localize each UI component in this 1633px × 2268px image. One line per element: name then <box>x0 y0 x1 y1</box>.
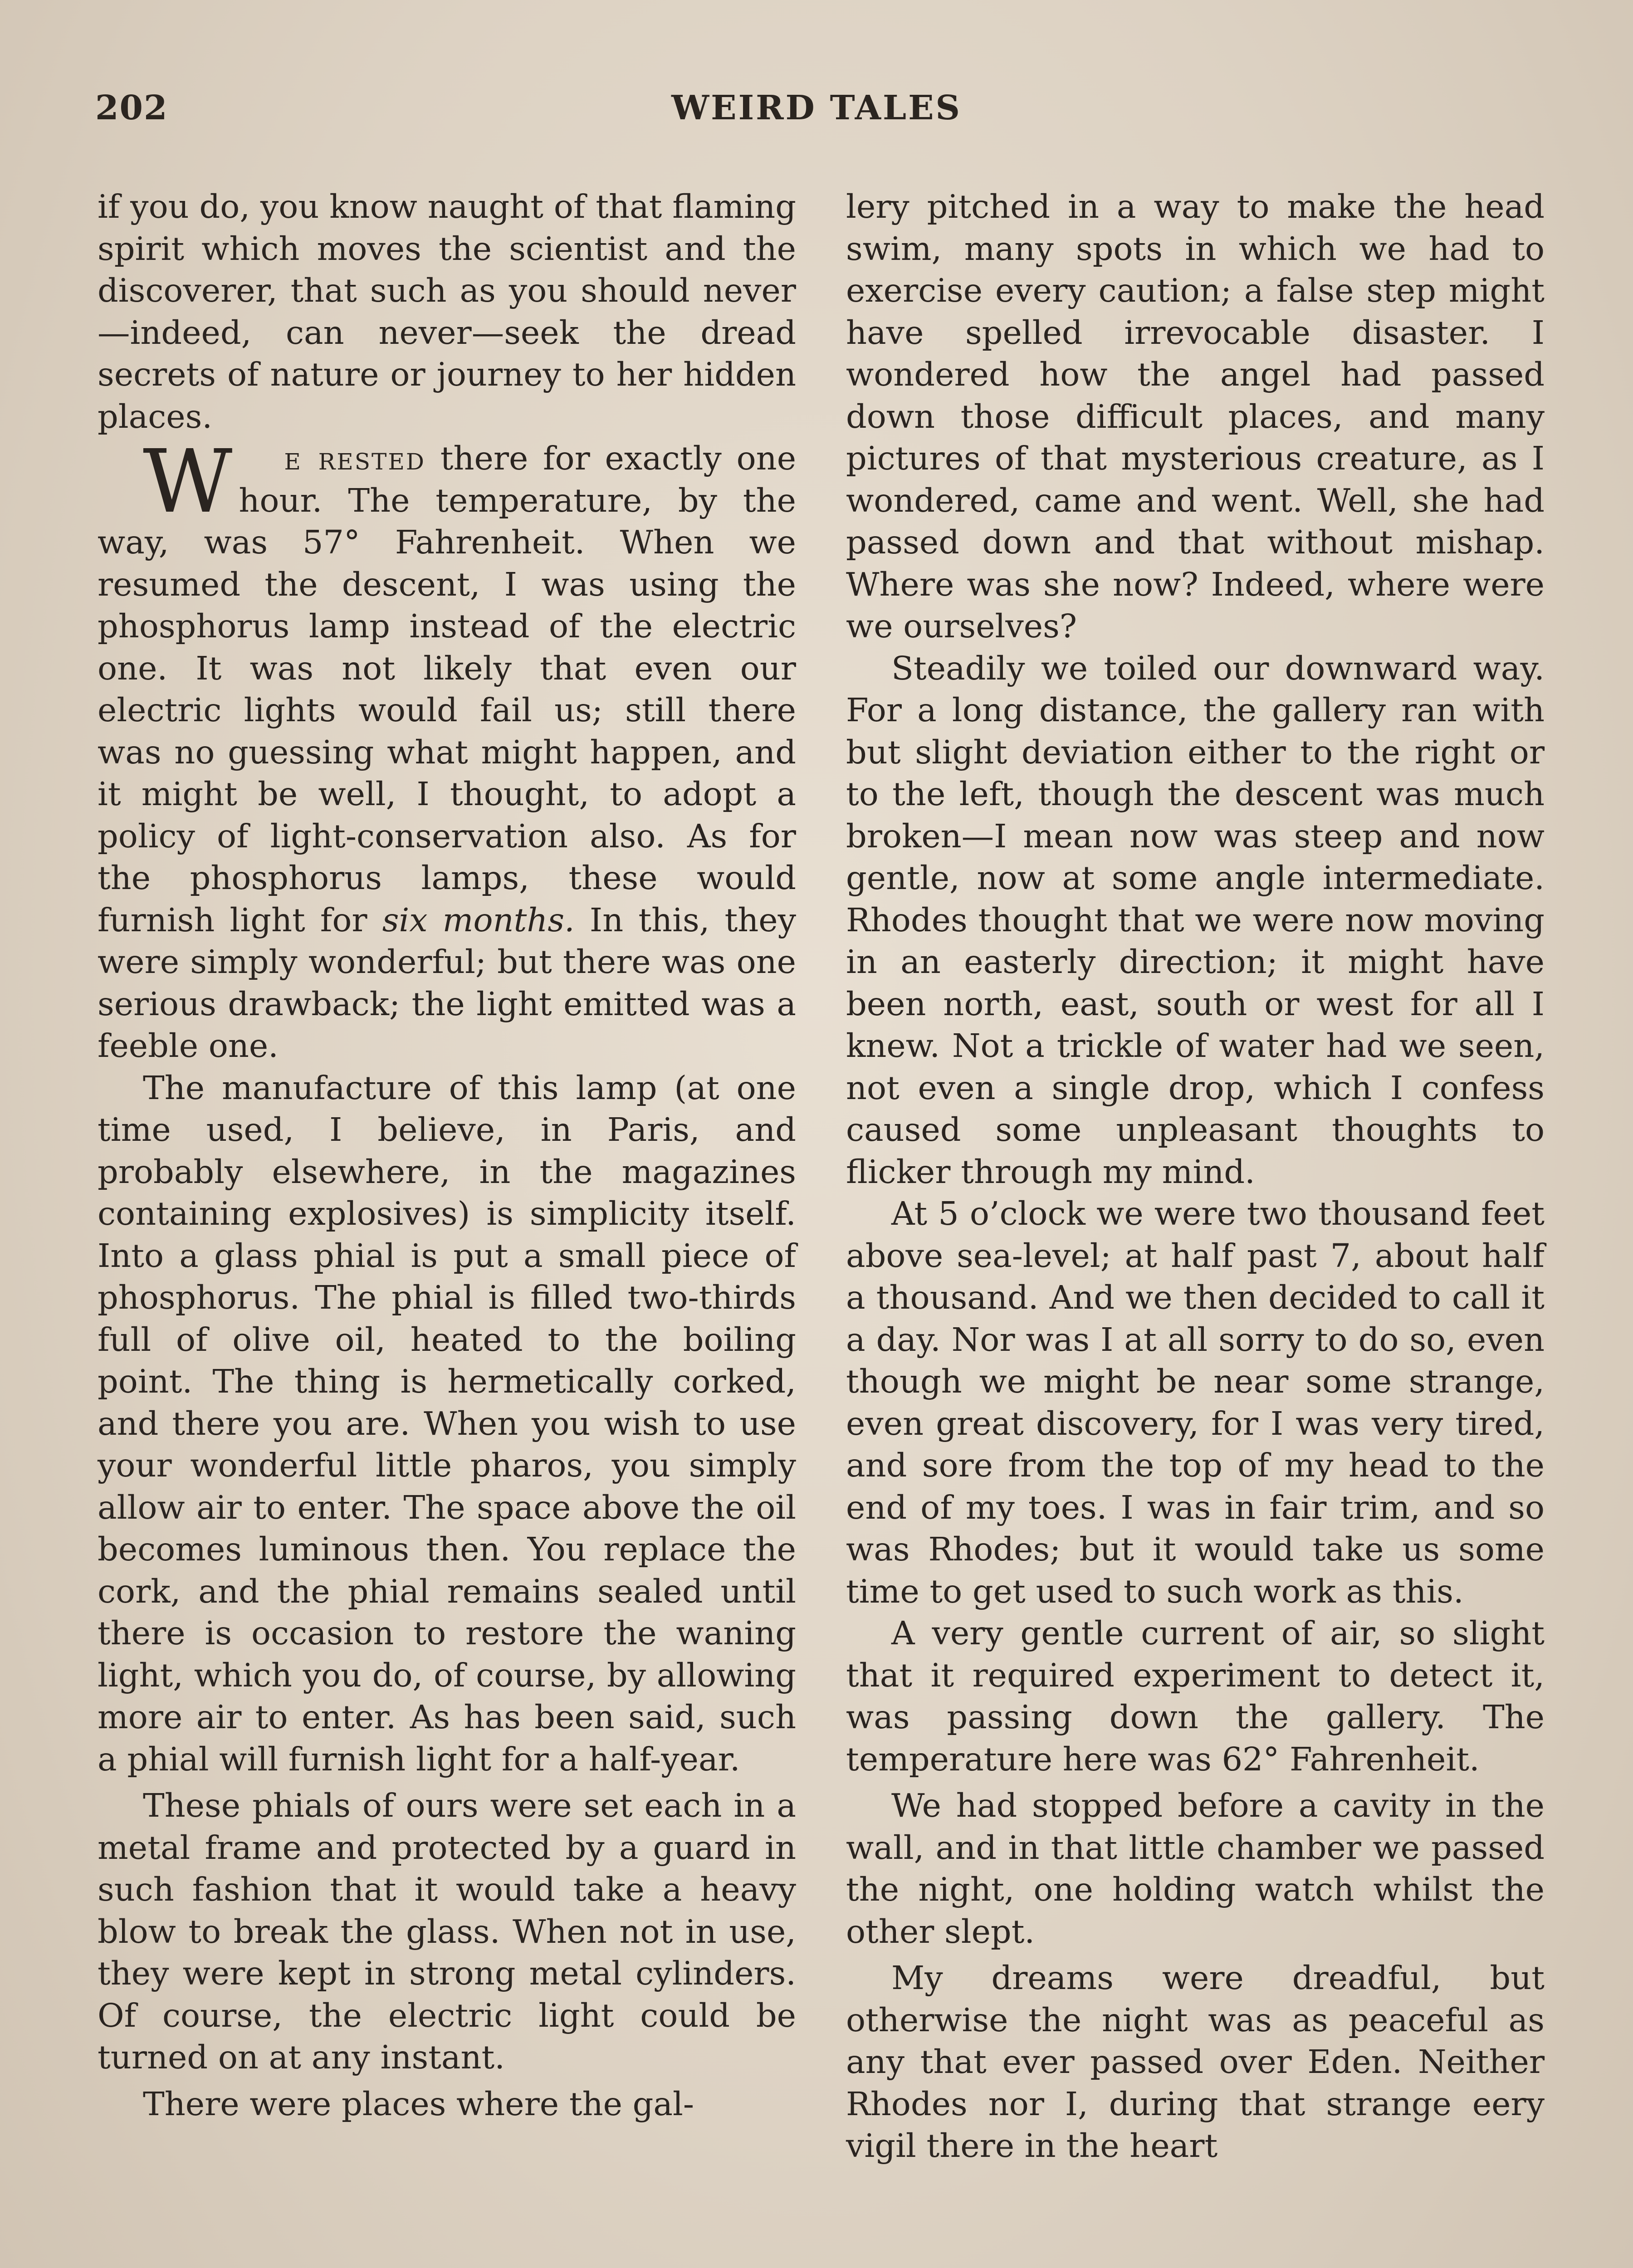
paragraph: lery pitched in a way to make the head swim, many spots in which we had to exercise every caution; a false step might have spelled irrevocable disaster. I wondered how the angel had passed down those difficult places, and many pictures of that mysterious creature, as I wondered, came and went. Well, she had passed down and that without mishap. Where was she now? Indeed, where were we ourselves? <box>846 188 1545 645</box>
paragraph: There were places where the gal- <box>143 2085 694 2123</box>
italic-emphasis: six months. <box>382 901 575 939</box>
paragraph: My dreams were dreadful, but otherwise the night was as peaceful as any that ever passed over Eden. Neither Rhodes nor I, during that strange eery vigil there in the heart <box>846 1959 1545 2165</box>
page-header <box>95 88 1538 138</box>
paragraph-dropcap <box>98 431 797 1067</box>
page-number: 202 <box>95 88 168 127</box>
small-caps-lead: e rested <box>284 440 425 477</box>
right-column <box>846 186 1545 2167</box>
paragraph: Steadily we toiled our downward way. For a long distance, the gallery ran with but slight deviation either to the right or to the left, though the descent was much broken—I mean now was steep and now gentle, now at some angle intermediate. Rhodes thought that we were now moving in an easterly direction; it might have been north, east, south or west for all I knew. Not a trickle of water had we seen, not even a single drop, which I confess caused some unpleasant thoughts to flicker through my mind. <box>846 649 1545 1191</box>
paragraph: if you do, you know naught of that flaming spirit which moves the scientist and the discoverer, that such as you should never—indeed, can never—seek the dread secrets of nature or journey to her hidden places. <box>98 188 796 435</box>
paragraph: We had stopped before a cavity in the wall, and in that little chamber we passed the night, one holding watch whilst the other slept. <box>846 1787 1545 1950</box>
paragraph: A very gentle current of air, so slight that it required experiment to detect it, was passing down the gallery. The temperature here was 62° Fahrenheit. <box>846 1614 1545 1778</box>
paragraph: At 5 o’clock we were two thousand feet above sea-level; at half past 7, about half a thousand. And we then decided to call it a day. Nor was I at all sorry to do so, even though we might be near some strange, even great discovery, for I was very tired, and sore from the top of my head to the end of my toes. I was in fair trim, and so was Rhodes; but it would take us some time to get used to such work as this. <box>846 1195 1545 1610</box>
paragraph: The manufacture of this lamp (at one time used, I believe, in Paris, and probably elsewhere, in the magazines containing explosives) is simplicity itself. Into a glass phial is put a small piece of phosphorus. The phial is filled two-thirds full of olive oil, heated to the boiling point. The thing is hermetically corked, and there you are. When you wish to use your wonderful little pharos, you simply allow air to enter. The space above the oil becomes luminous then. You replace the cork, and the phial remains sealed until there is occasion to restore the waning light, which you do, of course, by allowing more air to enter. As has been said, such a phial will furnish light for a half-year. <box>98 1069 796 1778</box>
paragraph-text-end: In this, they were simply wonderful; but there was one serious drawback; the light emitted was a feeble one. <box>98 901 796 1065</box>
running-title: WEIRD TALES <box>671 88 962 127</box>
left-column <box>98 186 796 2125</box>
paragraph-text: there for exactly one hour. The temperature, by the way, was 57° Fahrenheit. When we resumed the descent, I was using the phosphorus lamp instead of the electric one. It was not likely that even our electric lights would fail us; still there was no guessing what might happen, and it might be well, I thought, to adopt a policy of light-conservation also. As for the phosphorus lamps, these would furnish light for <box>98 440 797 939</box>
drop-cap-letter: W <box>143 431 233 533</box>
paragraph: These phials of ours were set each in a metal frame and protected by a guard in such fashion that it would take a heavy blow to break the glass. When not in use, they were kept in strong metal cylinders. Of course, the electric light could be turned on at any instant. <box>98 1787 796 2076</box>
